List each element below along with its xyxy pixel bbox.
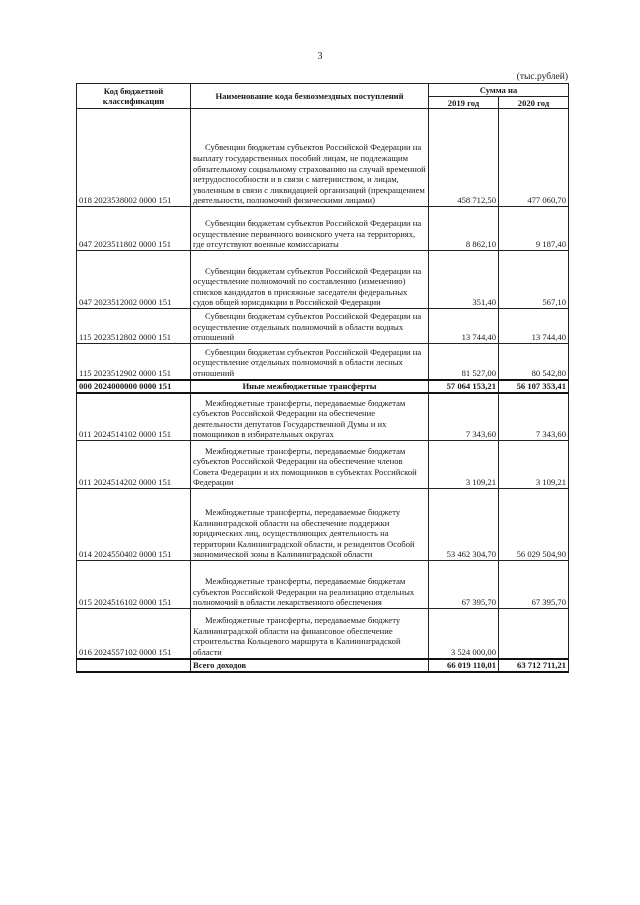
row-name: Субвенции бюджетам субъектов Российской Федерации на осуществление первичного воинского учета на территориях, где отсутствуют военные комиссариаты xyxy=(191,207,429,251)
table-row xyxy=(77,441,569,489)
row-name: Иные межбюджетные трансферты xyxy=(191,380,429,393)
table-row xyxy=(77,561,569,609)
header-year-2020: 2020 год xyxy=(499,97,569,109)
row-name: Межбюджетные трансферты, передаваемые бюджетам субъектов Российской Федерации на обеспечение членов Совета Федерации и их помощников в субъектах Российской Федерации xyxy=(191,441,429,489)
row-name: Субвенции бюджетам субъектов Российской Федерации на выплату государственных пособий лицам, не подлежащим обязательному социальному страхованию на случай временной нетрудоспособности и в связи с материнством, и лицам, уволенным в связи с ликвидацией организаций (прекращением деятельности, полномочий физическими лицами) xyxy=(191,109,429,207)
row-value-2019: 3 109,21 xyxy=(429,441,499,489)
table-row-total xyxy=(77,659,569,672)
row-name: Субвенции бюджетам субъектов Российской Федерации на осуществление отдельных полномочий в области лесных отношений xyxy=(191,344,429,380)
row-value-2020: 477 060,70 xyxy=(499,109,569,207)
row-name: Межбюджетные трансферты, передаваемые бюджетам субъектов Российской Федерации на реализацию отдельных полномочий в области лекарственного обеспечения xyxy=(191,561,429,609)
row-value-2019: 8 862,10 xyxy=(429,207,499,251)
row-value-2019: 351,40 xyxy=(429,251,499,309)
row-code: 115 2023512902 0000 151 xyxy=(77,344,191,380)
row-code: 011 2024514202 0000 151 xyxy=(77,441,191,489)
row-value-2020 xyxy=(499,609,569,659)
row-value-2019: 13 744,40 xyxy=(429,309,499,344)
row-code: 047 2023511802 0000 151 xyxy=(77,207,191,251)
row-code: 011 2024514102 0000 151 xyxy=(77,393,191,441)
total-label: Всего доходов xyxy=(191,659,429,672)
row-name: Межбюджетные трансферты, передаваемые бюджетам субъектов Российской Федерации на обеспечение деятельности депутатов Государственной Думы и их помощников в избирательных округах xyxy=(191,393,429,441)
row-name: Субвенции бюджетам субъектов Российской Федерации на осуществление отдельных полномочий в области водных отношений xyxy=(191,309,429,344)
table-row xyxy=(77,609,569,659)
header-year-2019: 2019 год xyxy=(429,97,499,109)
row-value-2020: 3 109,21 xyxy=(499,441,569,489)
table-row xyxy=(77,109,569,207)
row-value-2020: 80 542,80 xyxy=(499,344,569,380)
table-row xyxy=(77,393,569,441)
row-value-2019: 67 395,70 xyxy=(429,561,499,609)
row-value-2020: 567,10 xyxy=(499,251,569,309)
table-row-subtotal xyxy=(77,380,569,393)
row-value-2020: 13 744,40 xyxy=(499,309,569,344)
row-code: 115 2023512802 0000 151 xyxy=(77,309,191,344)
total-value-2019: 66 019 110,01 xyxy=(429,659,499,672)
page-number: 3 xyxy=(317,51,323,62)
row-value-2019: 458 712,50 xyxy=(429,109,499,207)
header-sum: Сумма на xyxy=(429,84,569,97)
row-value-2020: 67 395,70 xyxy=(499,561,569,609)
row-value-2020: 56 107 353,41 xyxy=(499,380,569,393)
row-value-2020: 56 029 504,90 xyxy=(499,489,569,561)
budget-table xyxy=(76,83,569,673)
table-row xyxy=(77,344,569,380)
row-code: 014 2024550402 0000 151 xyxy=(77,489,191,561)
row-name: Субвенции бюджетам субъектов Российской Федерации на осуществление полномочий по составлению (изменению) списков кандидатов в присяжные заседатели федеральных судов общей юрисдикции в Российской Федерации xyxy=(191,251,429,309)
row-value-2019: 53 462 304,70 xyxy=(429,489,499,561)
row-code: 018 2023538002 0000 151 xyxy=(77,109,191,207)
row-value-2020: 7 343,60 xyxy=(499,393,569,441)
total-value-2020: 63 712 711,21 xyxy=(499,659,569,672)
row-value-2020: 9 187,40 xyxy=(499,207,569,251)
row-name: Межбюджетные трансферты, передаваемые бюджету Калининградской области на обеспечение поддержки юридических лиц, осуществляющих деятельность на территории Калининградской области, и резидентов Особой экономической зоны в Калининградской области xyxy=(191,489,429,561)
row-code: 000 2024000000 0000 151 xyxy=(77,380,191,393)
total-code-cell xyxy=(77,659,191,672)
row-code: 015 2024516102 0000 151 xyxy=(77,561,191,609)
row-value-2019: 81 527,00 xyxy=(429,344,499,380)
table-row xyxy=(77,251,569,309)
row-code: 047 2023512002 0000 151 xyxy=(77,251,191,309)
table-row xyxy=(77,207,569,251)
row-value-2019: 57 064 153,21 xyxy=(429,380,499,393)
header-code: Код бюджетной классификации xyxy=(77,84,191,109)
table-row xyxy=(77,489,569,561)
table-row xyxy=(77,309,569,344)
row-value-2019: 3 524 000,00 xyxy=(429,609,499,659)
row-code: 016 2024557102 0000 151 xyxy=(77,609,191,659)
row-name: Межбюджетные трансферты, передаваемые бюджету Калининградской области на финансовое обеспечение строительства Кольцевого маршрута в Калининградской области xyxy=(191,609,429,659)
row-value-2019: 7 343,60 xyxy=(429,393,499,441)
units-label: (тыс.рублей) xyxy=(516,72,568,82)
header-name: Наименование кода безвозмездных поступлений xyxy=(191,84,429,109)
